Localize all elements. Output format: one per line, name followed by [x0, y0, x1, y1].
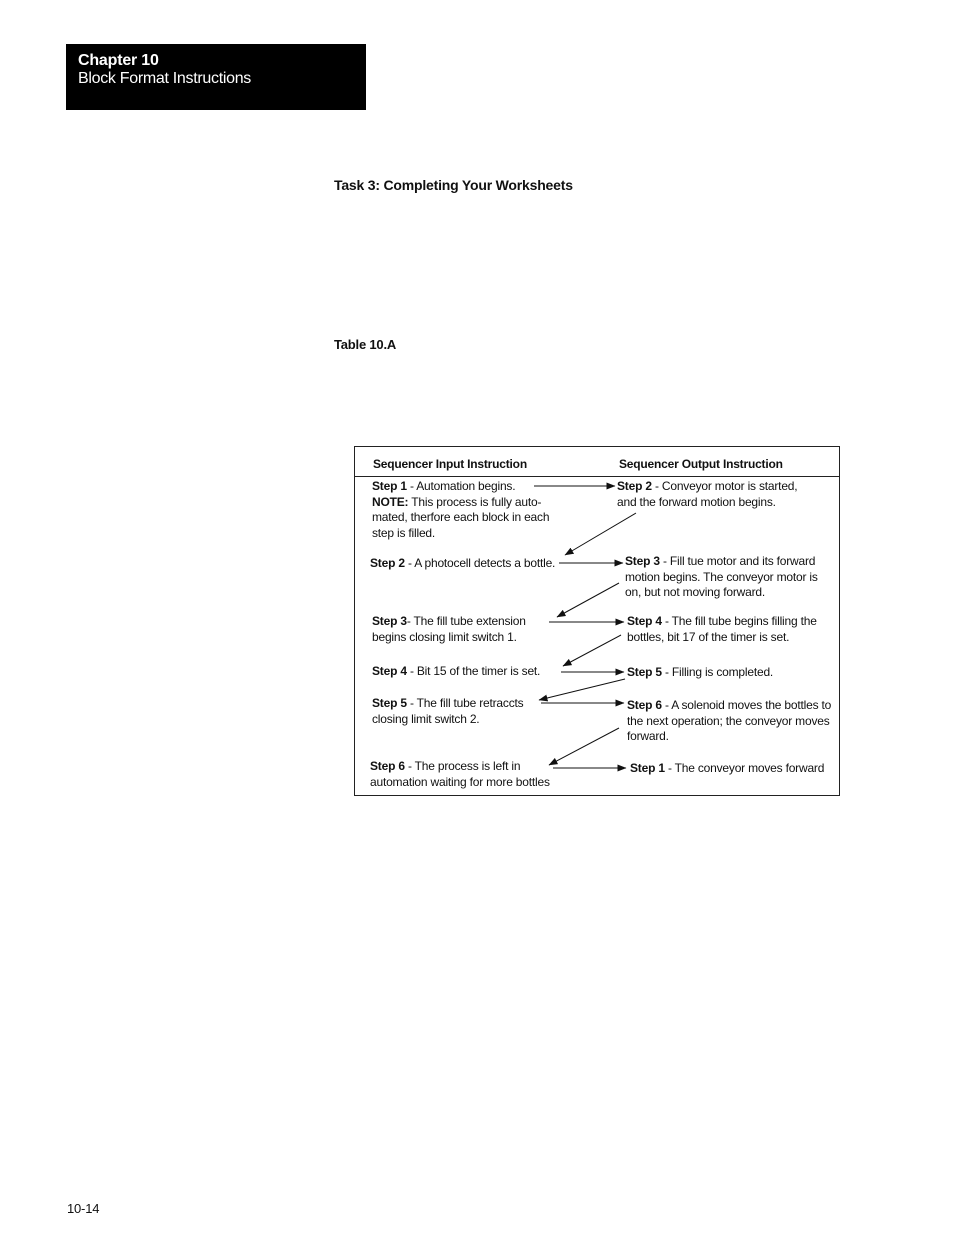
step-label: Step 6: [627, 698, 662, 712]
step-label: Step 3: [372, 614, 407, 628]
step-text: - The fill tube retraccts closing limit switch 2.: [372, 696, 524, 726]
arrow-output-step-5-to-input-step-5: [539, 679, 625, 700]
page-number: 10-14: [67, 1201, 100, 1216]
step-text: - The fill tube extension begins closing limit switch 1.: [372, 614, 526, 644]
step-text: - Fill tue motor and its forward motion begins. The conveyor motor is on, but not moving forward.: [625, 554, 818, 599]
step-text: - The fill tube begins filling the bottles, bit 17 of the timer is set.: [627, 614, 817, 644]
step-text: - A solenoid moves the bottles to the next operation; the conveyor moves forward.: [627, 698, 832, 743]
step-text: - Bit 15 of the timer is set.: [406, 664, 541, 678]
step-text: - A photocell detects a bottle.: [404, 556, 556, 570]
task-heading: Task 3: Completing Your Worksheets: [334, 177, 573, 193]
chapter-number: Chapter 10: [78, 52, 159, 69]
chapter-header: [66, 44, 366, 110]
arrow-output-step-6-to-input-step-6: [549, 728, 619, 765]
step-text: - Conveyor motor is started, and the forward motion begins.: [617, 479, 798, 509]
sequencer-table: [354, 446, 840, 796]
step-label: Step 3: [625, 554, 660, 568]
step-label: Step 4: [372, 664, 407, 678]
arrow-output-step-2-to-input-step-2: [565, 513, 636, 555]
step-label: Step 1: [372, 479, 407, 493]
step-text: - The process is left in automation waiting for more bottles: [370, 759, 550, 789]
output-column-header: Sequencer Output Instruction: [619, 457, 783, 471]
chapter-title: Block Format Instructions: [78, 70, 252, 87]
arrow-output-step-4-to-input-step-4: [563, 635, 621, 666]
arrow-output-step-3-to-input-step-3: [557, 583, 619, 617]
step-label: Step 6: [370, 759, 405, 773]
note-text: This process is fully auto-mated, therfore each block in each step is filled.: [372, 494, 550, 540]
step-label: Step 1: [630, 761, 665, 775]
input-column-header: Sequencer Input Instruction: [373, 457, 527, 471]
step-label: Step 5: [372, 696, 407, 710]
step-flow-arrows: [355, 447, 839, 795]
table-label: Table 10.A: [334, 337, 397, 352]
step-label: Step 2: [617, 479, 652, 493]
step-label: Step 2: [370, 556, 405, 570]
note-label: NOTE:: [372, 494, 409, 509]
step-label: Step 5: [627, 665, 662, 679]
step-text: - Filling is completed.: [661, 665, 774, 679]
step-label: Step 4: [627, 614, 662, 628]
step-text: - Automation begins.: [406, 479, 516, 493]
step-text: - The conveyor moves forward: [664, 761, 825, 775]
